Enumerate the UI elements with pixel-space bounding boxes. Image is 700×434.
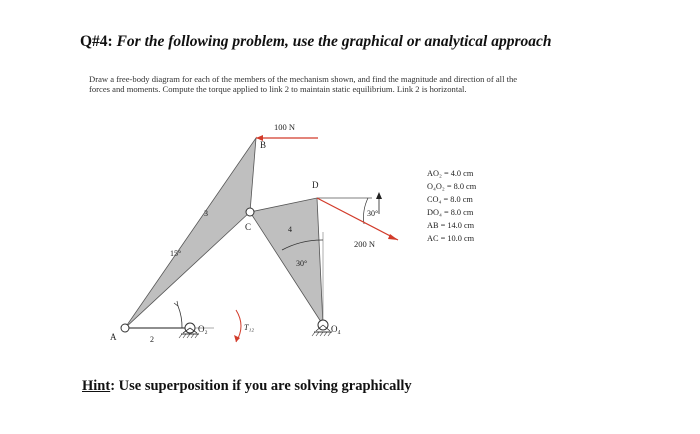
- label-force-200n: 200 N: [354, 239, 376, 249]
- dimension-line: CO₄ = 8.0 cm: [427, 195, 473, 204]
- label-link2: 2: [150, 335, 154, 344]
- dimension-line: AO₂ = 4.0 cm: [427, 169, 474, 178]
- up-arrow-head: [376, 192, 382, 199]
- label-B: B: [260, 140, 267, 150]
- dimension-line: AC = 10.0 cm: [427, 234, 475, 243]
- force-200n-arrowhead: [388, 234, 398, 240]
- pin-C: [246, 208, 254, 216]
- question-text: For the following problem, use the graphical or analytical approach: [116, 33, 552, 50]
- pin-A: [121, 324, 129, 332]
- ground-pivot-o4: [312, 320, 332, 336]
- label-O4: O₄: [331, 324, 341, 334]
- dimension-line: O₄O₂ = 8.0 cm: [427, 182, 477, 191]
- label-angle-30-force: 30°: [367, 209, 379, 218]
- label-A: A: [110, 332, 117, 342]
- hint-label: Hint: [82, 378, 111, 394]
- dimension-line: AB = 14.0 cm: [427, 221, 475, 230]
- label-C: C: [245, 222, 252, 232]
- question-number: Q#4:: [80, 33, 113, 50]
- label-angle-30-link4: 30°: [296, 259, 308, 268]
- hint: [82, 378, 412, 395]
- link3-body: [125, 138, 256, 328]
- label-link3: 3: [204, 209, 208, 218]
- link4-body: [250, 198, 323, 325]
- dimension-line: DO₄ = 8.0 cm: [427, 208, 474, 217]
- label-torque: T₁₂: [244, 323, 255, 332]
- label-O2: O₂: [198, 324, 208, 334]
- hint-text: : Use superposition if you are solving graphically: [110, 378, 412, 394]
- problem-statement: Draw a free-body diagram for each of the members of the mechanism shown, and find the magnitude and direction of all the forces and moments. Compute the torque applied to link 2 to maintain static equilibrium. Link 2 is horizontal.: [89, 74, 518, 95]
- angle-15-arc: [178, 306, 182, 328]
- angle-15-arrowhead: [174, 301, 178, 306]
- label-angle-15: 15°: [170, 249, 182, 258]
- dimension-list: [427, 169, 477, 243]
- label-force-100n: 100 N: [274, 122, 296, 132]
- label-D: D: [312, 180, 319, 190]
- force-200n-line: [317, 198, 398, 240]
- label-link4: 4: [288, 225, 292, 234]
